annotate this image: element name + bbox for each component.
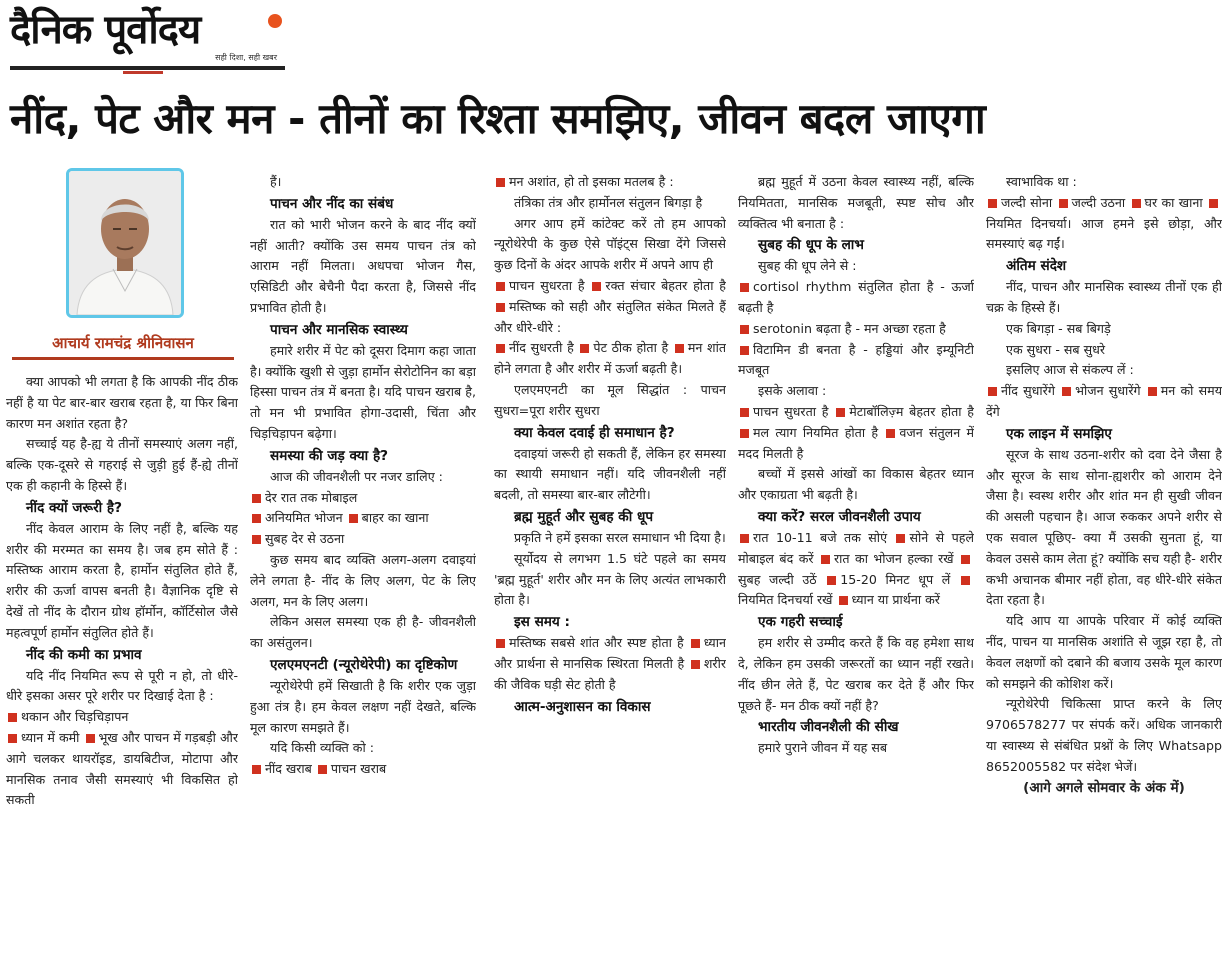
- bullet-square-icon: [252, 535, 261, 544]
- bullet-line: [250, 759, 476, 780]
- bullet-text: serotonin बढ़ता है - मन अच्छा रहता है: [753, 320, 946, 336]
- bullet-square-icon: [1059, 199, 1068, 208]
- bullet-square-icon: [886, 429, 895, 438]
- bullet-square-icon: [827, 576, 836, 585]
- bullet-text: पाचन सुधरता है: [509, 277, 585, 293]
- section-heading: इस समय :: [514, 614, 570, 631]
- section-heading: एक लाइन में समझिए: [1006, 425, 1112, 442]
- bullet-text: भोजन सुधारेंगे: [1075, 383, 1141, 399]
- bullet-text: नियमित दिनचर्या रखें: [738, 592, 833, 608]
- bullet-text: ध्यान या प्रार्थना करें: [851, 592, 940, 608]
- bullet-text: मल त्याग नियमित होता है: [753, 424, 879, 440]
- article-column-3: [494, 172, 726, 972]
- author-portrait-image: [69, 171, 181, 315]
- section-heading: नींद क्यों जरूरी है?: [26, 499, 122, 516]
- paragraph: सच्चाई यह है-ह्य ये तीनों समस्याएं अलग नहीं, बल्कि एक-दूसरे से गहराई से जुड़ी हुई हैं-ह्ये तीनों एक ही कहानी के हिस्से हैं।: [6, 436, 238, 493]
- bullet-text: मस्तिष्क को सही और संतुलित संकेत मिलते हैं और धीरे-धीरे :: [494, 298, 726, 335]
- masthead-rule: [10, 66, 285, 70]
- paragraph: स्वाभाविक था :: [1006, 174, 1077, 189]
- paragraph: हमारे पुराने जीवन में यह सब: [758, 740, 888, 756]
- bullet-square-icon: [1132, 199, 1141, 208]
- bullet-text: मस्तिष्क सबसे शांत और स्पष्ट होता है: [509, 635, 684, 651]
- newspaper-tagline: सही दिशा, सही खबर: [215, 53, 277, 62]
- bullet-square-icon: [1062, 387, 1071, 396]
- bullet-text: भूख और पाचन में गड़बड़ी और आगे चलकर थायरॉइड, डायबिटीज, मोटापा और मानसिक तनाव जैसी समस्याएं भी विकसित हो सकती: [6, 729, 238, 808]
- paragraph: दवाइयां जरूरी हो सकती हैं, लेकिन हर समस्या का स्थायी समाधान नहीं। यदि जीवनशैली नहीं बदली, तो समस्या बार-बार लौटेगी।: [494, 445, 726, 503]
- newspaper-name: दैनिक पूर्वोदय: [10, 6, 201, 53]
- bullet-square-icon: [740, 408, 749, 417]
- section-heading: एलएमएनटी (न्यूरोथेरेपी) का दृष्टिकोण: [270, 656, 458, 673]
- bullet-square-icon: [8, 713, 17, 722]
- section-heading: सुबह की धूप के लाभ: [758, 237, 864, 254]
- paragraph: न्यूरोथेरेपी चिकित्सा प्राप्त करने के लिए 9706578277 पर संपर्क करें। अधिक जानकारी या स्वास्थ्य से संबंधित प्रश्नों के लिए Whatsapp 8652005582 पर संदेश भेजें।: [986, 696, 1222, 774]
- bullet-square-icon: [496, 178, 505, 187]
- bullet-square-icon: [252, 494, 261, 503]
- bullet-square-icon: [675, 344, 684, 353]
- bullet-text: घर का खाना: [1144, 194, 1203, 210]
- bullet-text: मन को समय देंगे: [986, 383, 1222, 419]
- bullet-square-icon: [318, 765, 327, 774]
- bullet-square-icon: [740, 429, 749, 438]
- bullet-square-icon: [740, 283, 749, 292]
- bullet-line: [494, 633, 726, 695]
- bullet-square-icon: [86, 734, 95, 743]
- bullet-text: पाचन सुधरता है: [753, 403, 829, 419]
- bullet-line: [494, 276, 726, 338]
- bullet-square-icon: [496, 344, 505, 353]
- bullet-line: [738, 528, 974, 611]
- paragraph: नींद केवल आराम के लिए नहीं है, बल्कि यह शरीर की मरम्मत का समय है। जब हम सोते हैं : मस्तिष्क आराम करता है, हार्मोन संतुलित होते हैं, शरीर की ऊर्जा वापस बनती है। वैज्ञानिक दृष्टि से देखें तो नींद के दौरान ग्रोथ हॉर्मोन, कॉर्टिसोल जैसे महत्वपूर्ण हार्मोन संतुलित होते हैं।: [6, 520, 238, 640]
- bullet-text: ध्यान में कमी: [21, 729, 80, 745]
- paragraph: आज की जीवनशैली पर नजर डालिए :: [270, 468, 443, 484]
- bullet-text: वजन संतुलन में मदद मिलती है: [738, 424, 974, 461]
- paragraph: नींद, पाचन और मानसिक स्वास्थ्य तीनों एक ही चक्र के हिस्से हैं।: [986, 279, 1222, 315]
- bullet-line: [738, 402, 974, 464]
- bullet-square-icon: [580, 344, 589, 353]
- bullet-text: अनियमित भोजन: [265, 510, 343, 526]
- bullet-line: [494, 172, 726, 193]
- bullet-text: सुबह जल्दी उठें: [738, 571, 817, 587]
- section-heading: पाचन और नींद का संबंध: [270, 195, 394, 212]
- bullet-text: मन शांत होने लगता है और शरीर में ऊर्जा बढ़ती है।: [494, 340, 726, 377]
- section-heading: नींद की कमी का प्रभाव: [26, 646, 142, 663]
- bullet-text: पाचन खराब: [330, 761, 387, 777]
- paragraph: यदि नींद नियमित रूप से पूरी न हो, तो धीरे-धीरे इसका असर पूरे शरीर पर दिखाई देता है :: [6, 667, 238, 704]
- bullet-square-icon: [988, 199, 997, 208]
- bullet-square-icon: [8, 734, 17, 743]
- bullet-text: थकान और चिड़चिड़ापन: [21, 709, 129, 725]
- article-column-4: [738, 172, 974, 972]
- paragraph: हमारे शरीर में पेट को दूसरा दिमाग कहा जाता है। क्योंकि खुशी से जुड़ा हार्मोन सेरोटोनिन का बड़ा हिस्सा पाचन तंत्र में बनता है। यदि पाचन खराब है, तो मन भी प्रभावित होगा-उदासी, चिंता और चिड़चिड़ापन बढ़ेगा।: [250, 342, 476, 441]
- bullet-text: रक्त संचार बेहतर होता है: [605, 277, 726, 293]
- article-column-2: [250, 172, 476, 972]
- bullet-text: जल्दी उठना: [1071, 194, 1126, 210]
- bullet-line: [986, 193, 1222, 255]
- bullet-square-icon: [961, 555, 970, 564]
- bullet-text: विटामिन डी बनता है - हड्डियां और इम्यूनिटी मजबूत: [738, 341, 974, 378]
- paragraph: क्या आपको भी लगता है कि आपकी नींद ठीक नहीं है या पेट बार-बार खराब रहता है, या फिर बिना कारण मन अशांत रहता है?: [6, 374, 238, 431]
- paragraph: ब्रह्म मुहूर्त में उठना केवल स्वास्थ्य नहीं, बल्कि नियमितता, मानसिक मजबूती, स्पष्ट सोच और व्यक्तित्व भी बनाता है :: [738, 174, 974, 231]
- bullet-square-icon: [252, 514, 261, 523]
- bullet-text: रात 10-11 बजे तक सोएं: [753, 529, 888, 545]
- bullet-text: मन अशांत, हो तो इसका मतलब है :: [509, 174, 674, 189]
- paragraph: हैं।: [270, 174, 282, 189]
- bullet-line: [6, 707, 238, 811]
- bullet-square-icon: [496, 639, 505, 648]
- bullet-square-icon: [1209, 199, 1218, 208]
- bullet-text: मेटाबॉलिज़्म बेहतर होता है: [849, 403, 974, 419]
- bullet-text: 15-20 मिनट धूप लें: [840, 571, 951, 587]
- paragraph: लेकिन असल समस्या एक ही है- जीवनशैली का असंतुलन।: [250, 614, 476, 651]
- bullet-text: नींद सुधारेंगे: [1001, 383, 1055, 399]
- paragraph: एक सुधरा - सब सुधरे: [1006, 341, 1105, 357]
- bullet-square-icon: [1148, 387, 1157, 396]
- paragraph: कुछ समय बाद व्यक्ति अलग-अलग दवाइयां लेने लगता है- नींद के लिए अलग, पेट के लिए अलग, मन के लिए अलग।: [250, 551, 476, 609]
- bullet-text: ध्यान और प्रार्थना से मानसिक स्थिरता मिलती है: [494, 635, 726, 671]
- bullet-text: पेट ठीक होता है: [593, 340, 669, 356]
- bullet-text: cortisol rhythm संतुलित होता है - ऊर्जा बढ़ती है: [738, 279, 974, 315]
- bullet-square-icon: [961, 576, 970, 585]
- section-heading: अंतिम संदेश: [1006, 258, 1067, 275]
- paragraph: तंत्रिका तंत्र और हार्मोनल संतुलन बिगड़ा है: [514, 194, 703, 210]
- section-heading: ब्रह्म मुहूर्त और सुबह की धूप: [514, 508, 654, 525]
- bullet-line: [986, 381, 1222, 423]
- paragraph: सूर्योदय से लगभग 1.5 घंटे पहले का समय 'ब्रह्म मुहूर्त' शरीर और मन के लिए अत्यंत लाभकारी होता है।: [494, 550, 726, 608]
- bullet-text: सोने से पहले मोबाइल बंद करें: [738, 529, 974, 566]
- bullet-square-icon: [252, 765, 261, 774]
- paragraph: एक बिगड़ा - सब बिगड़े: [1006, 320, 1111, 336]
- article-column-1: [6, 372, 238, 972]
- bullet-square-icon: [740, 325, 749, 334]
- section-heading: एक गहरी सच्चाई: [758, 614, 843, 631]
- bullet-text: रात का भोजन हल्का रखें: [834, 550, 954, 566]
- paragraph: यदि किसी व्यक्ति को :: [270, 740, 374, 756]
- section-heading: आत्म-अनुशासन का विकास: [514, 698, 651, 715]
- bullet-line: [738, 340, 974, 382]
- section-heading: क्या केवल दवाई ही समाधान है?: [514, 424, 675, 441]
- section-heading: पाचन और मानसिक स्वास्थ्य: [270, 321, 408, 338]
- bullet-line: [738, 319, 974, 340]
- bullet-square-icon: [496, 303, 505, 312]
- paragraph: इसलिए आज से संकल्प लें :: [1006, 362, 1134, 378]
- bullet-square-icon: [740, 534, 749, 543]
- paragraph: यदि आप या आपके परिवार में कोई व्यक्ति नींद, पाचन या मानसिक अशांति से जूझ रहा है, तो केवल लक्षणों को दबाने की बजाय उसके मूल कारण को समझने की कोशिश करें।: [986, 613, 1222, 691]
- bullet-line: [738, 277, 974, 319]
- bullet-square-icon: [836, 408, 845, 417]
- bullet-square-icon: [988, 387, 997, 396]
- bullet-line: [494, 338, 726, 380]
- paragraph: अगर आप हमें कांटेक्ट करें तो हम आपको न्यूरोथेरेपी के कुछ ऐसे पॉइंट्स सिखा देंगे जिससे कुछ दिनों के अंदर आपके शरीर में अपने आप ही: [494, 215, 726, 273]
- author-photo: [66, 168, 184, 318]
- masthead-logo-dot: [268, 14, 282, 28]
- bullet-text: देर रात तक मोबाइल: [265, 489, 358, 505]
- paragraph: प्रकृति ने हमें इसका सरल समाधान भी दिया है।: [514, 529, 726, 545]
- bullet-text: शरीर की जैविक घड़ी सेट होती है: [494, 655, 726, 692]
- bullet-square-icon: [691, 639, 700, 648]
- paragraph: हम शरीर से उम्मीद करते हैं कि वह हमेशा साथ दे, लेकिन हम उसकी जरूरतों का ध्यान नहीं रखते। नींद छीन लेते हैं, पेट खराब कर देते हैं और फिर पूछते हैं- मन ठीक क्यों नहीं है?: [738, 635, 974, 713]
- article-column-5: [986, 172, 1222, 972]
- paragraph: सूरज के साथ उठना-शरीर को दवा देने जैसा है और सूरज के साथ सोना-ह्यशरीर को आराम देने जैसा है। स्वस्थ शरीर और शांत मन ही सुखी जीवन की असली पहचान है। आज रुककर अपने शरीर से एक सवाल पूछिए- क्या मैं उसकी सुनता हूं, या केवल उससे काम लेता हूं? क्योंकि सच यही है- शरीर कभी अचानक बीमार नहीं होता, वह धीरे-धीरे संकेत देता रहता है।: [986, 446, 1222, 608]
- bullet-square-icon: [691, 660, 700, 669]
- paragraph: सुबह की धूप लेने से :: [758, 258, 857, 274]
- masthead-accent: [123, 71, 163, 74]
- section-heading: समस्या की जड़ क्या है?: [270, 447, 389, 464]
- article-headline: नींद, पेट और मन - तीनों का रिश्ता समझिए, जीवन बदल जाएगा: [10, 94, 986, 143]
- bullet-square-icon: [839, 596, 848, 605]
- bullet-text: सुबह देर से उठना: [265, 531, 345, 547]
- section-heading: क्या करें? सरल जीवनशैली उपाय: [758, 508, 921, 525]
- bullet-square-icon: [740, 346, 749, 355]
- paragraph: इसके अलावा :: [758, 383, 827, 399]
- bullet-text: बाहर का खाना: [361, 510, 429, 526]
- bullet-line: [250, 488, 476, 550]
- bullet-text: नींद खराब: [265, 761, 312, 777]
- continued-note: (आगे अगले सोमवार के अंक में): [1023, 779, 1185, 796]
- bullet-text: नियमित दिनचर्या। आज हमने इसे छोड़ा, और समस्याएं बढ़ गईं।: [986, 215, 1222, 252]
- bullet-text: नींद सुधरती है: [509, 340, 574, 356]
- bullet-square-icon: [821, 555, 830, 564]
- section-heading: भारतीय जीवनशैली की सीख: [758, 719, 899, 736]
- bullet-square-icon: [349, 514, 358, 523]
- bullet-square-icon: [496, 282, 505, 291]
- paragraph: न्यूरोथेरेपी हमें सिखाती है कि शरीर एक जुड़ा हुआ तंत्र है। हम केवल लक्षण नहीं देखते, बल्कि मूल कारण समझते हैं।: [250, 677, 476, 735]
- author-byline: आचार्य रामचंद्र श्रीनिवासन: [12, 330, 234, 360]
- bullet-text: जल्दी सोना: [1001, 194, 1053, 210]
- masthead: [10, 6, 285, 72]
- bullet-square-icon: [896, 534, 905, 543]
- paragraph: रात को भारी भोजन करने के बाद नींद क्यों नहीं आती? क्योंकि उस समय पाचन तंत्र को आराम नहीं मिलता। अधपचा भोजन गैस, एसिडिटी और बेचैनी पैदा करता है, जिससे नींद प्रभावित होती है।: [250, 216, 476, 315]
- paragraph: एलएमएनटी का मूल सिद्धांत : पाचन सुधरा=पूरा शरीर सुधरा: [494, 381, 726, 418]
- bullet-square-icon: [592, 282, 601, 291]
- paragraph: बच्चों में इससे आंखों का विकास बेहतर ध्यान और एकाग्रता भी बढ़ती है।: [738, 466, 974, 503]
